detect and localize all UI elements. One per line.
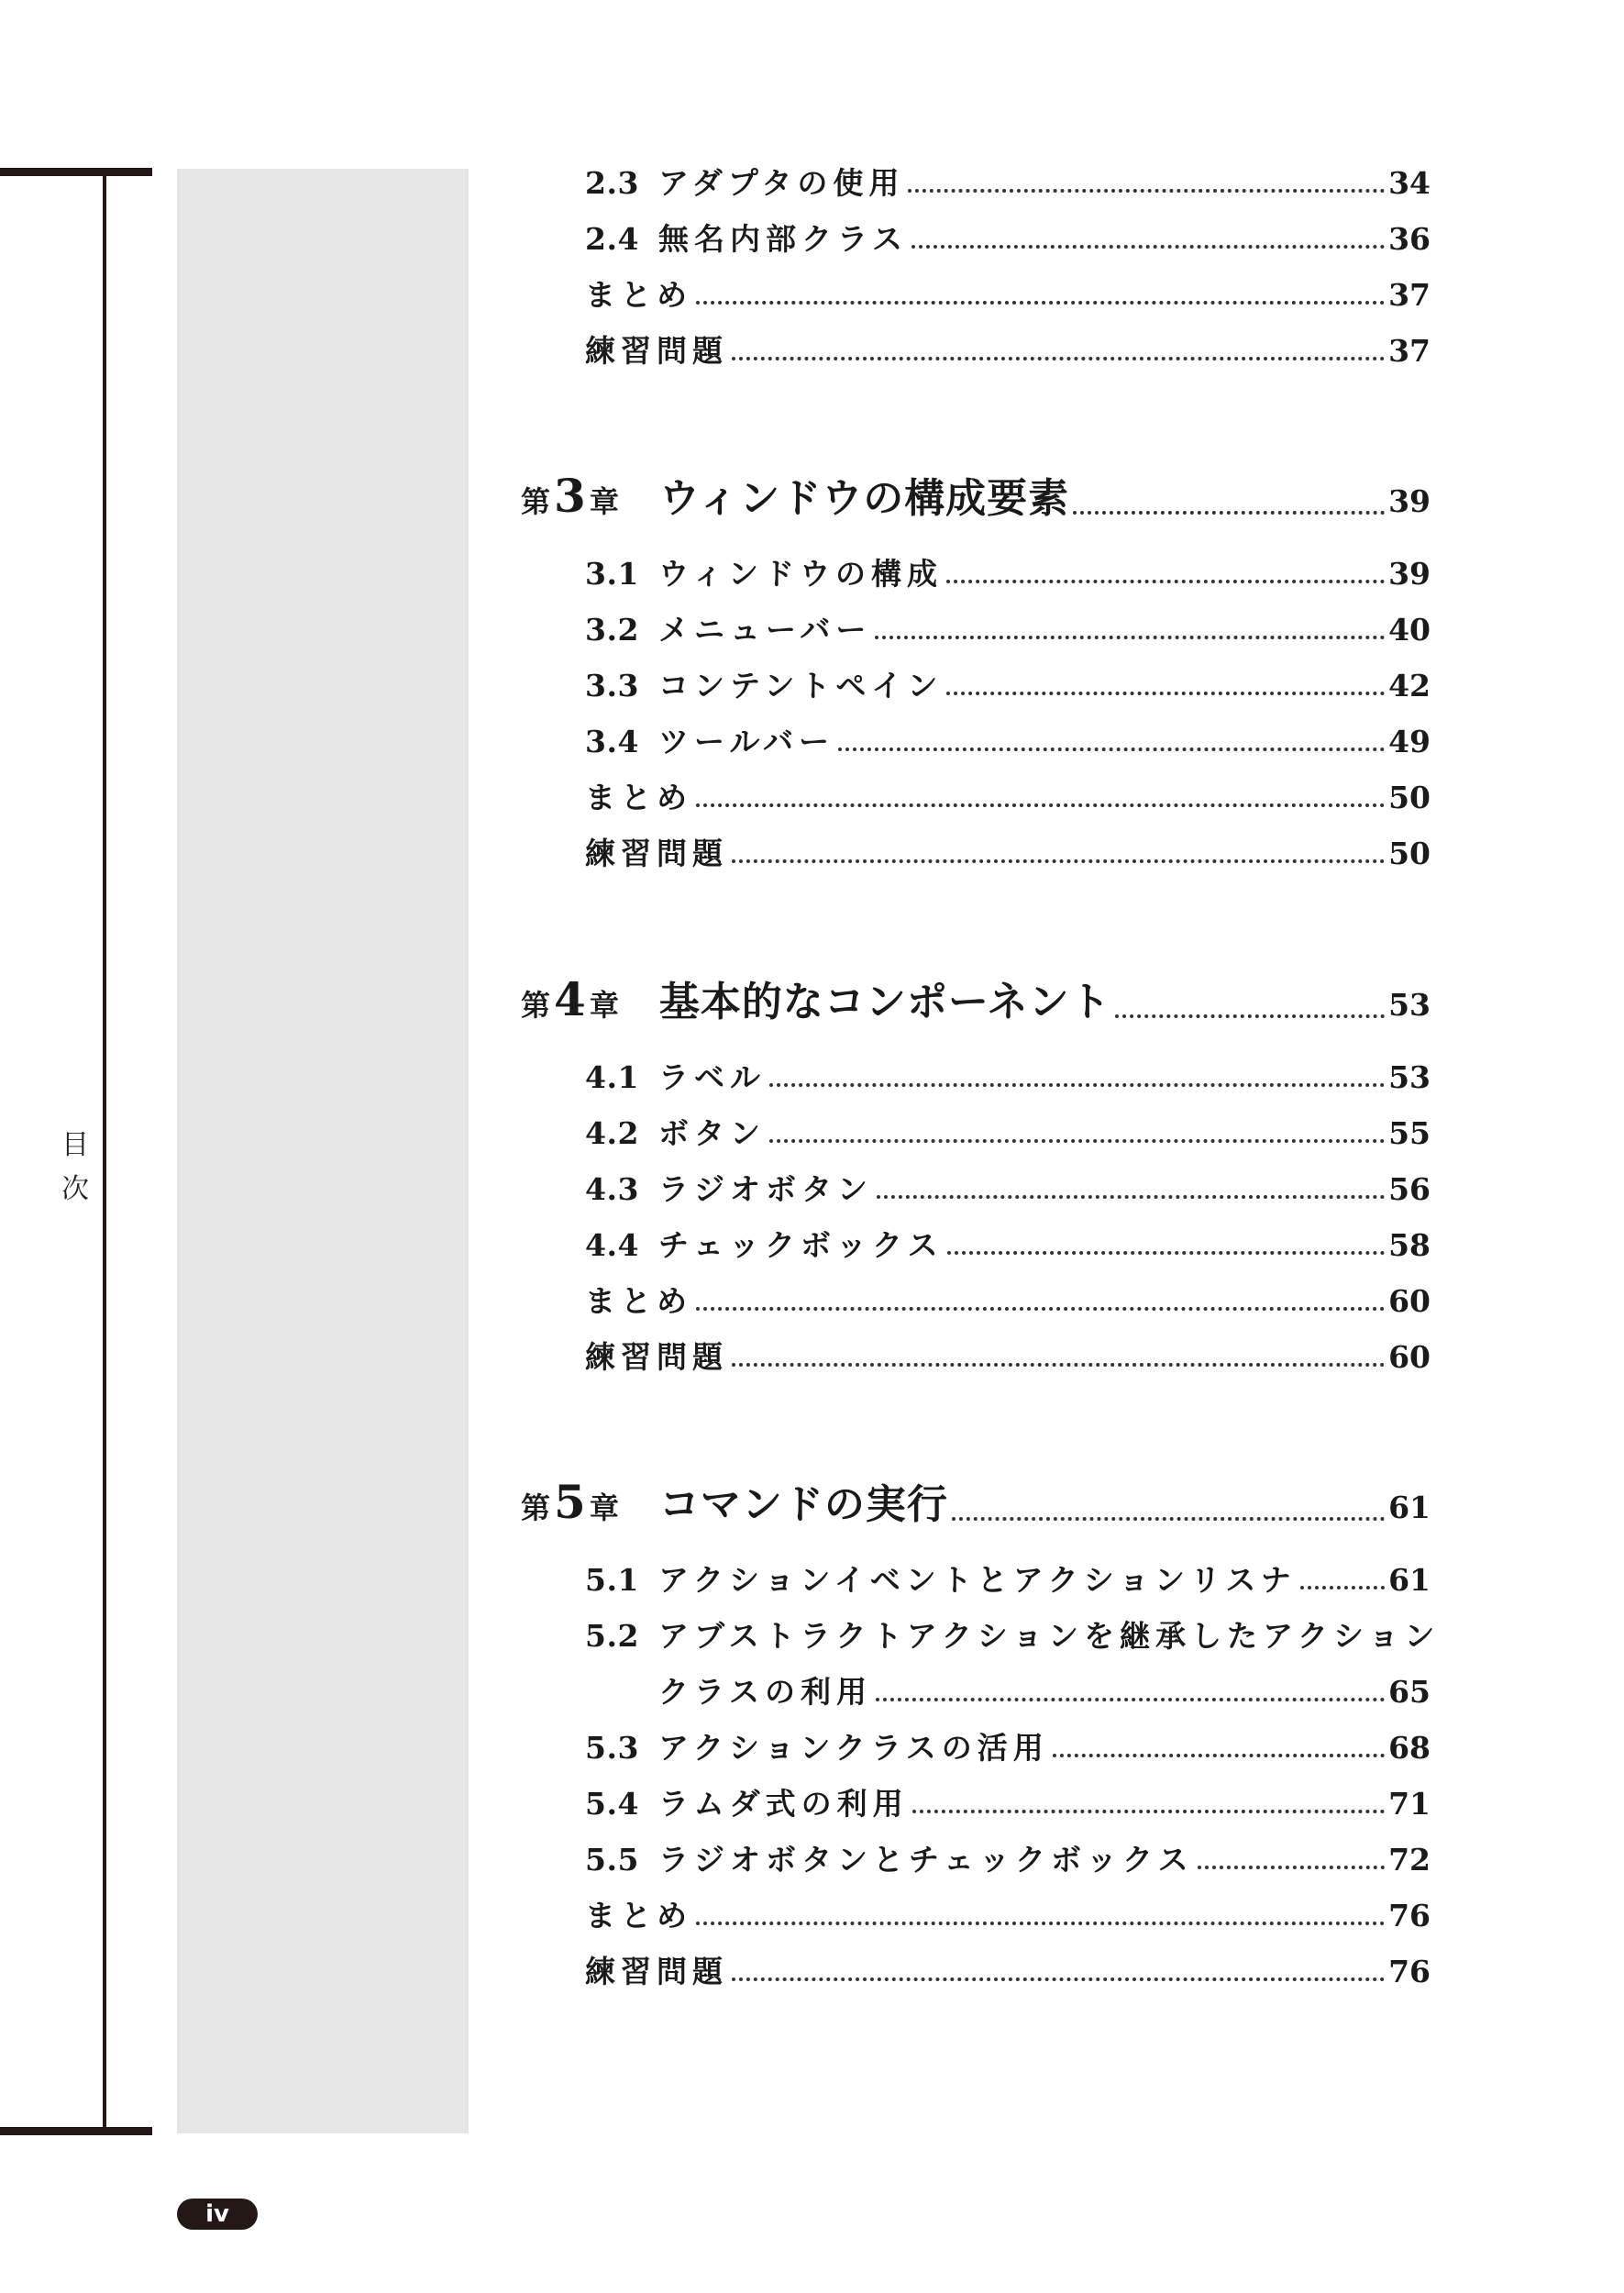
section-title: まとめ [585, 1898, 692, 1933]
page-number: 61 [1388, 1490, 1431, 1525]
side-label-char-2: 次 [61, 1173, 89, 1205]
dot-leader [911, 245, 1385, 249]
section-number: 2.4 [585, 221, 639, 257]
page-number: 61 [1388, 1562, 1431, 1598]
toc-entry-5-1[interactable] [585, 1560, 1431, 1601]
dot-leader [875, 636, 1385, 639]
dot-leader [1073, 511, 1385, 515]
section-title-continued: クラスの利用 [658, 1674, 873, 1710]
page-number: 71 [1388, 1786, 1431, 1822]
dot-leader [732, 357, 1385, 360]
section-number: 4.4 [585, 1227, 639, 1263]
section-title: 練習問題 [585, 1954, 728, 1989]
page-number: 37 [1388, 333, 1431, 369]
section-number: 3.3 [585, 668, 639, 703]
chapter-number: 4 [554, 972, 586, 1026]
toc-entry-2-3[interactable] [585, 163, 1431, 204]
dot-leader [876, 1698, 1385, 1701]
page-number: 65 [1388, 1674, 1431, 1710]
section-title: アクションクラスの活用 [658, 1730, 1049, 1766]
chapter-label-suffix: 章 [589, 484, 619, 519]
page-number: 76 [1388, 1898, 1431, 1933]
page-number: 49 [1388, 724, 1431, 759]
toc-entry-4-3[interactable] [585, 1169, 1431, 1210]
page-number: 50 [1388, 780, 1431, 815]
section-title: ラジオボタン [658, 1171, 873, 1207]
section-number: 5.1 [585, 1562, 639, 1598]
chapter-label-suffix: 章 [589, 1490, 619, 1525]
page-number: 36 [1388, 221, 1431, 257]
section-title: ラジオボタンとチェックボックス [658, 1842, 1194, 1878]
dot-leader [696, 1922, 1385, 1925]
toc-entry-summary-5[interactable] [585, 1896, 1431, 1936]
toc-entry-exercises-2[interactable] [585, 331, 1431, 371]
dot-leader [947, 1251, 1385, 1255]
chapter-number: 5 [554, 1475, 586, 1529]
toc-entry-exercises-5[interactable] [585, 1952, 1431, 1992]
page-number: 40 [1388, 612, 1431, 648]
toc-entry-4-1[interactable] [585, 1058, 1431, 1098]
toc-entry-summary-3[interactable] [585, 778, 1431, 818]
dot-leader [732, 1977, 1385, 1981]
section-title: まとめ [585, 780, 692, 815]
section-title: アブストラクトアクションを継承したアクション [658, 1618, 1441, 1654]
chapter-title: 基本的なコンポーネント [658, 979, 1111, 1025]
section-number: 4.1 [585, 1059, 639, 1095]
page-number: 56 [1388, 1171, 1431, 1207]
toc-entry-5-2-line2[interactable] [658, 1672, 1431, 1712]
dot-leader [952, 1517, 1385, 1521]
chapter-label-prefix: 第 [521, 1490, 551, 1525]
page-number: 37 [1388, 277, 1431, 313]
dot-leader [696, 803, 1385, 807]
toc-entry-5-2-line1[interactable] [585, 1616, 1441, 1656]
page-number: 60 [1388, 1283, 1431, 1319]
toc-entry-4-2[interactable] [585, 1113, 1431, 1154]
page-number: 39 [1388, 556, 1431, 592]
section-number: 5.3 [585, 1730, 639, 1766]
dot-leader [732, 1363, 1385, 1367]
toc-entry-3-4[interactable] [585, 722, 1431, 762]
section-number: 3.4 [585, 724, 639, 759]
page-number: 50 [1388, 836, 1431, 871]
section-number: 2.3 [585, 165, 639, 201]
dot-leader [1300, 1586, 1385, 1590]
section-title: ラムダ式の利用 [658, 1786, 909, 1822]
toc-entry-5-5[interactable] [585, 1840, 1431, 1880]
section-title: 練習問題 [585, 333, 728, 369]
section-number: 4.2 [585, 1115, 639, 1151]
page-number: 53 [1388, 1059, 1431, 1095]
dot-leader [946, 580, 1385, 583]
page-number: 34 [1388, 165, 1431, 201]
chapter-label-prefix: 第 [521, 484, 551, 519]
section-number: 5.2 [585, 1618, 639, 1654]
page-number: 58 [1388, 1227, 1431, 1263]
toc-entry-exercises-4[interactable] [585, 1337, 1431, 1378]
section-title: ボタン [658, 1115, 766, 1151]
section-title: ウィンドウの構成 [658, 556, 944, 592]
toc-entry-exercises-3[interactable] [585, 834, 1431, 874]
page-number: 76 [1388, 1954, 1431, 1989]
toc-entry-summary-2[interactable] [585, 275, 1431, 316]
page-number: 72 [1388, 1842, 1431, 1878]
section-title: コンテントペイン [658, 668, 944, 703]
toc-entry-4-4[interactable] [585, 1225, 1431, 1266]
page-number-badge: iv [177, 2199, 258, 2230]
dot-leader [769, 1083, 1385, 1087]
section-title: メニューバー [658, 612, 872, 648]
page-number: 68 [1388, 1730, 1431, 1766]
page-number: 53 [1388, 987, 1431, 1023]
section-title: ラベル [658, 1059, 766, 1095]
dot-leader [696, 301, 1385, 305]
dot-leader [877, 1195, 1385, 1199]
section-number: 3.2 [585, 612, 639, 648]
dot-leader [1198, 1866, 1385, 1869]
toc-entry-2-4[interactable] [585, 219, 1431, 260]
section-title: チェックボックス [658, 1227, 944, 1263]
toc-entry-5-3[interactable] [585, 1728, 1431, 1768]
chapter-label-prefix: 第 [521, 988, 551, 1023]
toc-entry-3-3[interactable] [585, 666, 1431, 706]
section-number: 4.3 [585, 1171, 639, 1207]
page-number: 60 [1388, 1339, 1431, 1375]
dot-leader [769, 1139, 1385, 1143]
dot-leader [908, 189, 1385, 193]
chapter-number: 3 [554, 469, 586, 523]
dot-leader [946, 692, 1385, 695]
toc-chapter-3[interactable] [521, 471, 1431, 527]
chapter-label-suffix: 章 [589, 988, 619, 1023]
dot-leader [912, 1810, 1385, 1813]
toc-entry-3-1[interactable] [585, 554, 1431, 594]
toc-entry-summary-4[interactable] [585, 1281, 1431, 1322]
dot-leader [1053, 1754, 1385, 1757]
section-number: 5.5 [585, 1842, 639, 1878]
section-title: まとめ [585, 1283, 692, 1319]
page-number: 39 [1388, 483, 1431, 519]
page-number: 55 [1388, 1115, 1431, 1151]
section-number: 5.4 [585, 1786, 639, 1822]
toc-entry-5-4[interactable] [585, 1784, 1431, 1824]
section-title: まとめ [585, 277, 692, 313]
toc-entry-3-2[interactable] [585, 610, 1431, 650]
section-number: 3.1 [585, 556, 639, 592]
section-title: 練習問題 [585, 1339, 728, 1375]
dot-leader [838, 748, 1385, 751]
dot-leader [732, 859, 1385, 863]
chapter-title: ウィンドウの構成要素 [658, 475, 1070, 522]
side-label-char-1: 目 [61, 1129, 89, 1161]
section-title: 練習問題 [585, 836, 728, 871]
section-title: 無名内部クラス [658, 221, 909, 257]
dot-leader [1115, 1014, 1385, 1018]
dot-leader [696, 1307, 1385, 1311]
section-title: ツールバー [658, 724, 835, 759]
toc-chapter-5[interactable] [521, 1477, 1431, 1534]
chapter-title: コマンドの実行 [658, 1481, 948, 1528]
section-title: アダプタの使用 [658, 165, 905, 201]
page-number: 42 [1388, 668, 1431, 703]
section-title: アクションイベントとアクションリスナ [658, 1562, 1297, 1598]
toc-chapter-4[interactable] [521, 974, 1431, 1031]
